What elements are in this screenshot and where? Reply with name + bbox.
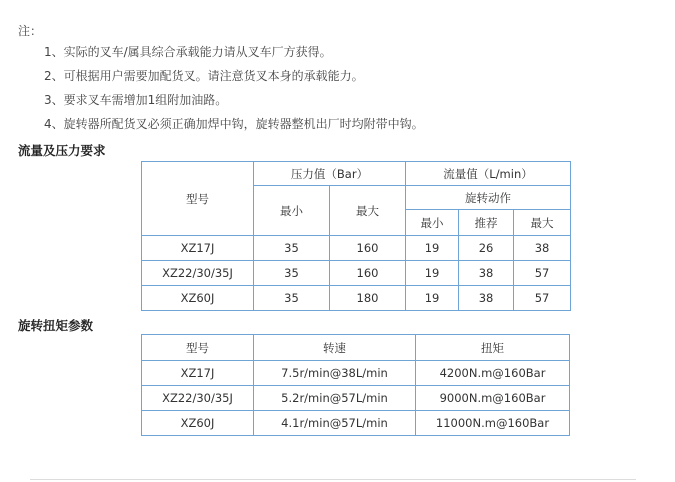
cell-model: XZ22/30/35J: [142, 386, 254, 411]
header-pressure-min: 最小: [254, 186, 330, 236]
flow-section-title: 流量及压力要求: [18, 143, 106, 158]
cell-flow-max: 38: [514, 236, 571, 261]
cell-flow-recommended: 38: [459, 261, 514, 286]
note-item: 3、要求叉车需增加1组附加油路。: [44, 93, 228, 107]
cell-pressure-min: 35: [254, 236, 330, 261]
cell-flow-max: 57: [514, 261, 571, 286]
table-row: [142, 386, 570, 411]
cell-flow-min: 19: [406, 236, 459, 261]
cell-torque: 4200N.m@160Bar: [416, 361, 570, 386]
note-item: 4、旋转器所配货叉必须正确加焊中钩，旋转器整机出厂时均附带中钩。: [44, 117, 424, 131]
cell-model: XZ17J: [142, 236, 254, 261]
note-item: 2、可根据用户需要加配货叉。请注意货叉本身的承载能力。: [44, 69, 364, 83]
header-pressure-max: 最大: [330, 186, 406, 236]
header-rotation: 旋转动作: [406, 186, 571, 210]
notes-list: [44, 43, 424, 139]
cell-pressure-max: 160: [330, 261, 406, 286]
header-model: 型号: [142, 335, 254, 361]
table-row: [142, 411, 570, 436]
table-row: [142, 261, 571, 286]
cell-flow-max: 57: [514, 286, 571, 311]
note-item: 1、实际的叉车/属具综合承载能力请从叉车厂方获得。: [44, 45, 332, 59]
flow-pressure-table: [141, 161, 571, 311]
notes-title: 注：: [18, 24, 43, 38]
cell-torque: 9000N.m@160Bar: [416, 386, 570, 411]
cell-flow-recommended: 26: [459, 236, 514, 261]
cell-speed: 5.2r/min@57L/min: [254, 386, 416, 411]
header-flow-max: 最大: [514, 210, 571, 236]
cell-model: XZ60J: [142, 286, 254, 311]
cell-speed: 4.1r/min@57L/min: [254, 411, 416, 436]
header-torque: 扭矩: [416, 335, 570, 361]
torque-section-title: 旋转扭矩参数: [18, 318, 94, 333]
header-model: 型号: [142, 162, 254, 236]
header-flow-min: 最小: [406, 210, 459, 236]
cell-flow-recommended: 38: [459, 286, 514, 311]
table-row: [142, 286, 571, 311]
cell-speed: 7.5r/min@38L/min: [254, 361, 416, 386]
cell-model: XZ22/30/35J: [142, 261, 254, 286]
header-pressure: 压力值（Bar）: [254, 162, 406, 186]
cell-pressure-min: 35: [254, 286, 330, 311]
header-flow-recommended: 推荐: [459, 210, 514, 236]
cell-model: XZ60J: [142, 411, 254, 436]
cell-pressure-max: 160: [330, 236, 406, 261]
cell-pressure-max: 180: [330, 286, 406, 311]
header-flow: 流量值（L/min）: [406, 162, 571, 186]
table-row: [142, 361, 570, 386]
torque-table: [141, 334, 570, 436]
bottom-divider: [30, 479, 636, 480]
cell-torque: 11000N.m@160Bar: [416, 411, 570, 436]
header-speed: 转速: [254, 335, 416, 361]
table-row: [142, 236, 571, 261]
cell-pressure-min: 35: [254, 261, 330, 286]
cell-model: XZ17J: [142, 361, 254, 386]
cell-flow-min: 19: [406, 286, 459, 311]
cell-flow-min: 19: [406, 261, 459, 286]
